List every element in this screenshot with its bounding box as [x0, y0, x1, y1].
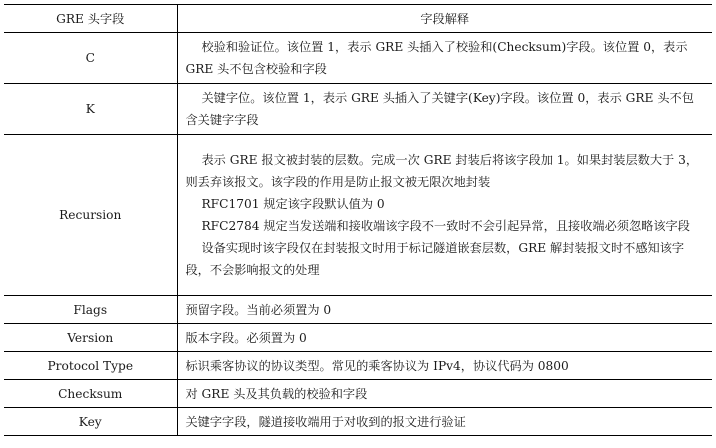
- description-paragraph: 预留字段。当前必须置为 0: [185, 302, 332, 317]
- description-paragraph: 关键字字段，隧道接收端用于对收到的报文进行验证: [185, 414, 466, 429]
- field-description-cell: [177, 33, 712, 84]
- table-row: [4, 33, 712, 84]
- description-paragraph: 设备实现时该字段仅在封装报文时用于标记隧道嵌套层数，GRE 解封装报文时不感知该字段，不会影响报文的处理: [185, 241, 685, 277]
- column-header-description: 字段解释: [177, 5, 712, 33]
- table-row: [4, 352, 712, 380]
- table-row: [4, 296, 712, 324]
- field-description-cell: [177, 296, 712, 324]
- description-paragraph: RFC2784 规定当发送端和接收端该字段不一致时不会引起异常，且接收端必须忽略该字段: [201, 219, 690, 233]
- description-paragraph: 关键字位。该位置 1，表示 GRE 头插入了关键字(Key)字段。该位置 0，表示 GRE 头不包含关键字字段: [185, 91, 694, 127]
- field-description-cell: [177, 135, 712, 296]
- field-description-cell: [177, 380, 712, 408]
- field-name-cell: Checksum: [4, 380, 177, 408]
- field-name-cell: K: [4, 84, 177, 135]
- field-name-cell: Key: [4, 408, 177, 436]
- field-name-cell: Flags: [4, 296, 177, 324]
- description-paragraph: 表示 GRE 报文被封装的层数。完成一次 GRE 封装后将该字段加 1。如果封装层数大于 3，则丢弃该报文。该字段的作用是防止报文被无限次地封装: [185, 153, 699, 189]
- field-description-cell: [177, 408, 712, 436]
- description-paragraph: 版本字段。必须置为 0: [185, 330, 307, 345]
- table-header-row: [4, 5, 712, 33]
- table-row: [4, 324, 712, 352]
- table-row: [4, 135, 712, 296]
- field-description-cell: [177, 352, 712, 380]
- gre-header-field-table: [4, 4, 712, 436]
- field-name-cell: Version: [4, 324, 177, 352]
- field-name-cell: Protocol Type: [4, 352, 177, 380]
- column-header-field: GRE 头字段: [4, 5, 177, 33]
- field-description-cell: [177, 84, 712, 135]
- description-paragraph: RFC1701 规定该字段默认值为 0: [201, 197, 385, 211]
- table-row: [4, 380, 712, 408]
- description-paragraph: 校验和验证位。该位置 1，表示 GRE 头插入了校验和(Checksum)字段。该位置 0，表示 GRE 头不包含校验和字段: [185, 40, 688, 76]
- field-description-cell: [177, 324, 712, 352]
- field-name-cell: C: [4, 33, 177, 84]
- field-name-cell: Recursion: [4, 135, 177, 296]
- table-row: [4, 408, 712, 436]
- description-paragraph: 标识乘客协议的协议类型。常见的乘客协议为 IPv4，协议代码为 0800: [185, 358, 569, 373]
- table-row: [4, 84, 712, 135]
- description-paragraph: 对 GRE 头及其负载的校验和字段: [185, 386, 368, 401]
- gre-header-table-container: [4, 4, 712, 436]
